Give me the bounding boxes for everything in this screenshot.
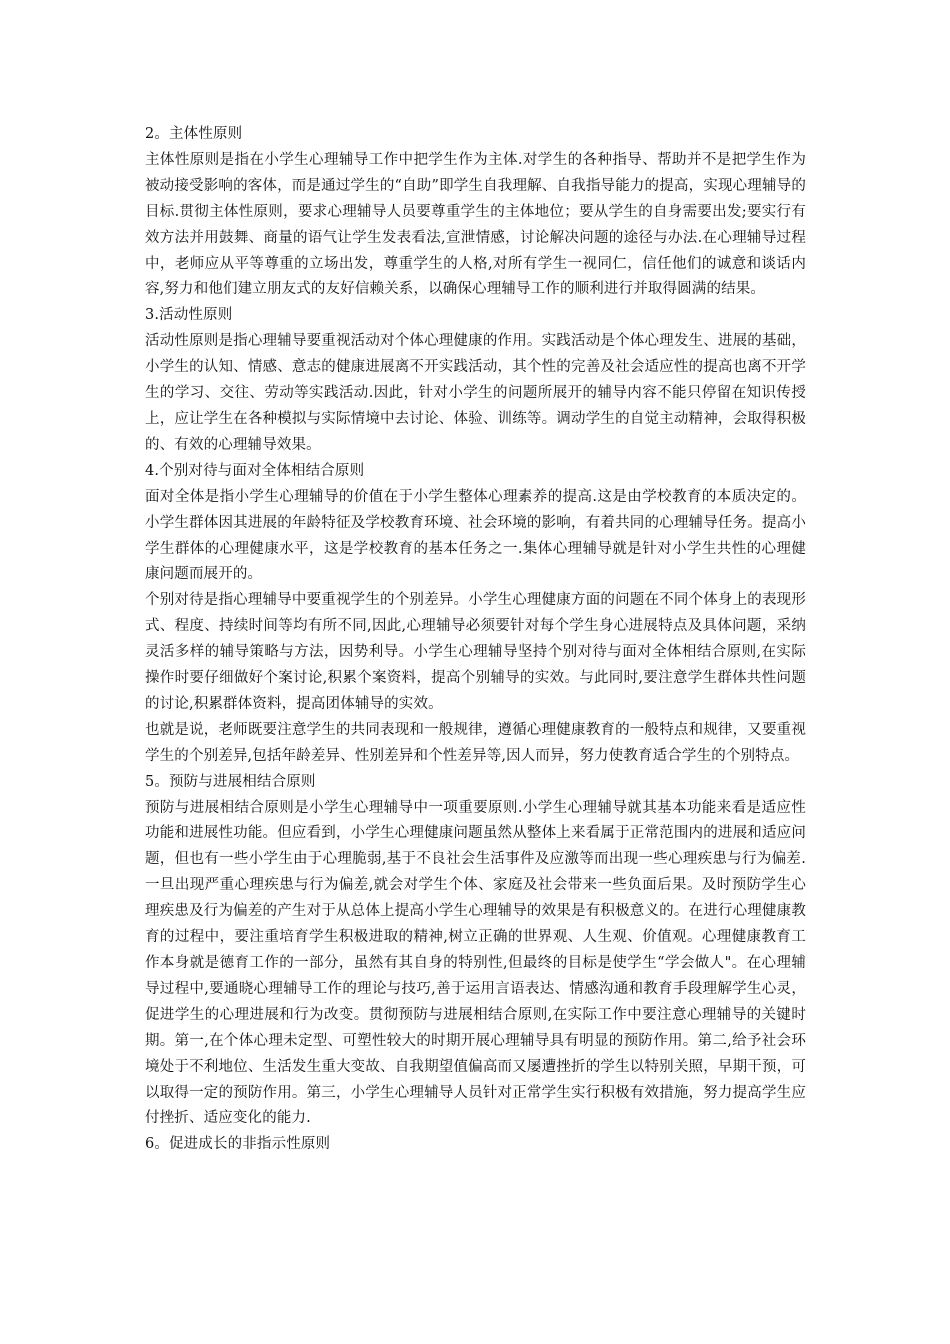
section-heading-individual-and-whole-principle: 4.个别对待与面对全体相结合原则 <box>145 462 365 479</box>
paragraph-subject-principle: 主体性原则是指在小学生心理辅导工作中把学生作为主体.对学生的各种指导、帮助并不是把学生作为被动接受影响的客体，而是通过学生的“自助”即学生自我理解、自我指导能力的提高，实现心理辅导的目标.贯彻主体性原则，要求心理辅导人员要尊重学生的主体地位；要从学生的自身需要出发;要实行有效方法并用鼓舞、商量的语气让学生发表看法,宣泄情感，讨论解决问题的途径与办法.在心理辅导过程中，老师应从平等尊重的立场出发，尊重学生的人格,对所有学生一视同仁，信任他们的诚意和谈话内容,努力和他们建立朋友式的友好信赖关系，以确保心理辅导工作的顺利进行并取得圆满的结果。 <box>145 151 806 298</box>
section-heading-non-directive-principle: 6。促进成长的非指示性原则 <box>145 1136 331 1153</box>
section-heading-subject-principle: 2。主体性原则 <box>145 126 243 142</box>
paragraph-individual-treatment: 个别对待是指心理辅导中要重视学生的个别差异。小学生心理健康方面的问题在不同个体身上的表现形式、程度、持续时间等均有所不同,因此,心理辅导必须要针对每个学生身心进展特点及具体问题，采纳灵活多样的辅导策略与方法，因势利导。小学生心理辅导坚持个别对待与面对全体相结合原则,在实际操作时要仔细做好个案讨论,积累个案资料，提高个别辅导的实效。与此同时,要注意学生群体共性问题的讨论,积累群体资料，提高团体辅导的实效。 <box>145 592 806 712</box>
section-heading-prevention-and-development-principle: 5。预防与进展相结合原则 <box>145 773 316 790</box>
section-heading-activity-principle: 3.活动性原则 <box>145 307 233 324</box>
document-page <box>145 122 806 1158</box>
paragraph-prevention-and-development: 预防与进展相结合原则是小学生心理辅导中一项重要原则.小学生心理辅导就其基本功能来看是适应性功能和进展性功能。但应看到，小学生心理健康问题虽然从整体上来看属于正常范围内的进展和适应问题，但也有一些小学生由于心理脆弱,基于不良社会生活事件及应激等而出现一些心理疾患与行为偏差.一旦出现严重心理疾患与行为偏差,就会对学生个体、家庭及社会带来一些负面后果。及时预防学生心理疾患及行为偏差的产生对于从总体上提高小学生心理辅导的效果是有积极意义的。在进行心理健康教育的过程中，要注重培育学生积极进取的精神,树立正确的世界观、人生观、价值观。心理健康教育工作本身就是德育工作的一部分，虽然有其自身的特别性,但最终的目标是使学生“学会做人"。在心理辅导过程中,要通晓心理辅导工作的理论与技巧,善于运用言语表达、情感沟通和教育手段理解学生心灵，促进学生的心理进展和行为改变。贯彻预防与进展相结合原则,在实际工作中要注意心理辅导的关键时期。第一,在个体心理未定型、可塑性较大的时期开展心理辅导具有明显的预防作用。第二,给予社会环境处于不利地位、生活发生重大变故、自我期望值偏高而又屡遭挫折的学生以特别关照，早期干预，可以取得一定的预防作用。第三，小学生心理辅导人员针对正常学生实行积极有效措施，努力提高学生应付挫折、适应变化的能力. <box>145 799 806 1127</box>
paragraph-activity-principle: 活动性原则是指心理辅导要重视活动对个体心理健康的作用。实践活动是个体心理发生、进展的基础，小学生的认知、情感、意志的健康进展离不开实践活动，其个性的完善及社会适应性的提高也离不开学生的学习、交往、劳动等实践活动.因此，针对小学生的问题所展开的辅导内容不能只停留在知识传授上，应让学生在各种模拟与实际情境中去讨论、体验、训练等。调动学生的自觉主动精神，会取得积极的、有效的心理辅导效果。 <box>145 333 806 453</box>
paragraph-facing-whole: 面对全体是指小学生心理辅导的价值在于小学生整体心理素养的提高.这是由学校教育的本质决定的。小学生群体因其进展的年龄特征及学校教育环境、社会环境的影响，有着共同的心理辅导任务。提高小学生群体的心理健康水平，这是学校教育的基本任务之一.集体心理辅导就是针对小学生共性的心理健康问题而展开的。 <box>145 488 806 583</box>
paragraph-summary: 也就是说，老师既要注意学生的共同表现和一般规律，遵循心理健康教育的一般特点和规律，又要重视学生的个别差异,包括年龄差异、性别差异和个性差异等,因人而异，努力使教育适合学生的个别特点。 <box>145 721 806 764</box>
